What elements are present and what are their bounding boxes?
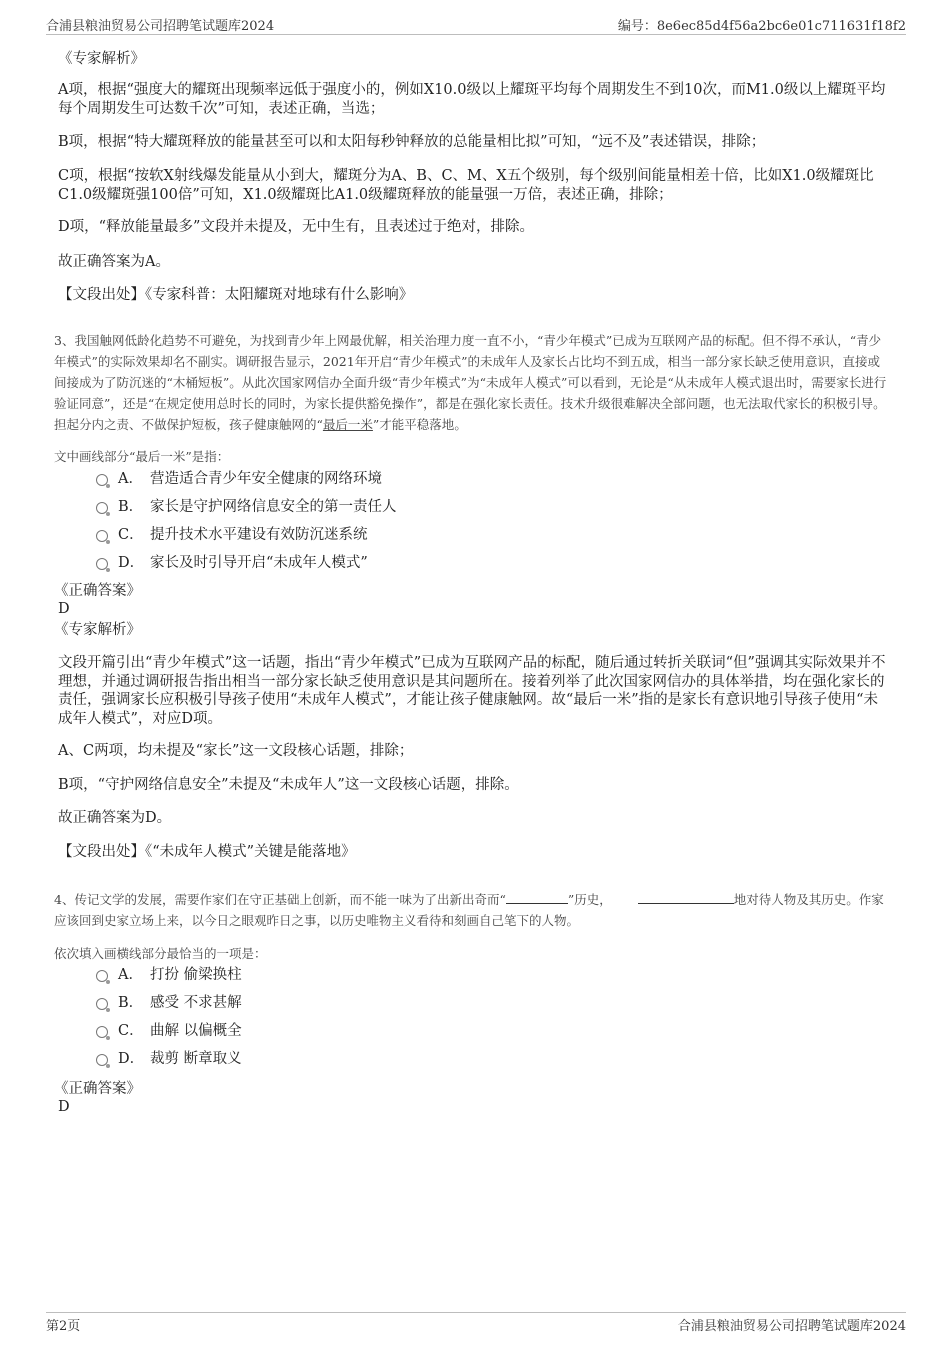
q3-stem-end: ”才能平稳落地。 [372, 416, 467, 432]
analysis-option-c: C项，根据“按软X射线爆发能量从小到大，耀斑分为A、B、C、M、X五个级别，每个级别间能量相差十倍，比如X1.0级耀斑比C1.0级耀斑强100倍”可知，X1.0级耀斑比A1.0级耀斑释放的能量强一万倍，表述正确，排除； [58, 168, 874, 203]
q3-option-c[interactable] [96, 523, 368, 544]
question-4-prompt: 依次填入画横线部分最恰当的一项是： [54, 945, 267, 961]
q4-option-d[interactable] [96, 1047, 242, 1068]
radio-icon[interactable] [96, 558, 108, 570]
option-letter: D． [118, 1051, 145, 1067]
option-letter: D． [118, 555, 145, 571]
page-footer [46, 1312, 906, 1333]
radio-icon[interactable] [96, 1054, 108, 1066]
analysis-option-d: D项，“释放能量最多”文段并未提及，无中生有，且表述过于绝对，排除。 [58, 219, 534, 235]
page-header [46, 14, 906, 35]
q3-stem-text: 3、我国触网低龄化趋势不可避免，为找到青少年上网最优解，相关治理力度一直不小，“青少年模式”已成为互联网产品的标配。但不得不承认，“青少年模式”的实际效果却名不副实。调研报告显示，2021年开启“青少年模式”的未成年人及家长占比均不到五成，相当一部分家长缺乏使用意识，直接或间接成为了防沉迷的“木桶短板”。从此次国家网信办全面升级“青少年模式”为“未成年人模式”可以看到，无论是“从未成年人模式退出时，需要家长进行验证同意”，还是“在规定使用总时长的同时，为家长提供豁免操作”，都是在强化家长责任。技术升级很难解决全部问题，也无法取代家长的积极引导。担起分内之责、不做保护短板，孩子健康触网的“ [54, 332, 887, 432]
q4-blank-1 [506, 891, 568, 904]
q3-conclusion: 故正确答案为D。 [58, 810, 172, 826]
header-title: 合浦县粮油贸易公司招聘笔试题库2024 [46, 19, 275, 34]
q3-option-d[interactable] [96, 551, 368, 572]
analysis-label: 《专家解析》 [58, 51, 145, 67]
analysis-option-a: A项，根据“强度大的耀斑出现频率远低于强度小的，例如X10.0级以上耀斑平均每个周期发生不到10次，而M1.0级以上耀斑平均每个周期发生可达数千次”可知，表述正确，当选； [58, 82, 886, 117]
analysis-option-b: B项，根据“特大耀斑释放的能量甚至可以和太阳每秒钟释放的总能量相比拟”可知，“远不及”表述错误，排除； [58, 134, 766, 150]
q4-answer-label: 《正确答案》 [54, 1081, 141, 1097]
q4-answer: D [58, 1099, 70, 1115]
q4-option-c[interactable] [96, 1019, 242, 1040]
footer-title: 合浦县粮油贸易公司招聘笔试题库2024 [677, 1319, 906, 1334]
option-text: 曲解 以偏概全 [150, 1023, 242, 1039]
question-3-prompt: 文中画线部分“最后一米”是指： [54, 448, 230, 464]
radio-icon[interactable] [96, 1026, 108, 1038]
option-text: 家长是守护网络信息安全的第一责任人 [150, 499, 397, 515]
radio-icon[interactable] [96, 998, 108, 1010]
question-3-stem [54, 330, 888, 435]
radio-icon[interactable] [96, 970, 108, 982]
header-doc-id: 编号：8e6ec85d4f56a2bc6e01c711631f18f2 [617, 19, 906, 34]
q4-stem-part1: 4、传记文学的发展，需要作家们在守正基础上创新，而不能一味为了出新出奇而“ [54, 891, 506, 907]
option-text: 营造适合青少年安全健康的网络环境 [150, 471, 382, 487]
q3-analysis-ac: A、C两项，均未提及“家长”这一文段核心话题，排除； [58, 743, 414, 759]
source-citation: 【文段出处】《专家科普：太阳耀斑对地球有什么影响》 [58, 287, 414, 303]
radio-icon[interactable] [96, 530, 108, 542]
q3-source-citation: 【文段出处】《“未成年人模式”关键是能落地》 [58, 844, 356, 860]
q4-option-a[interactable] [96, 963, 242, 984]
radio-icon[interactable] [96, 502, 108, 514]
q3-analysis-text: 文段开篇引出“青少年模式”这一话题，指出“青少年模式”已成为互联网产品的标配，随后通过转折关联词“但”强调其实际效果并不理想，并通过调研报告指出相当一部分家长缺乏使用意识是其问题所在。接着列举了此次国家网信办的具体举措，均在强化家长的责任，强调家长应积极引导孩子使用“未成年人模式”，才能让孩子健康触网。故“最后一米”指的是家长有意识地引导孩子使用“未成年人模式”，对应D项。 [58, 655, 886, 727]
q3-option-a[interactable] [96, 467, 382, 488]
q4-stem-part2: ”历史， [567, 891, 612, 907]
q3-analysis-b: B项，“守护网络信息安全”未提及“未成年人”这一文段核心话题，排除。 [58, 777, 519, 793]
q4-option-b[interactable] [96, 991, 242, 1012]
page-number: 第2页 [46, 1319, 81, 1334]
option-text: 家长及时引导开启“未成年人模式” [150, 555, 368, 571]
q4-stem-part3: 地对待人物及其历史。作家应该回到史家立场上来，以今日之眼观昨日之事，以历史唯物主义看待和刻画自己笔下的人物。 [54, 891, 884, 928]
q3-answer: D [58, 601, 70, 617]
option-text: 裁剪 断章取义 [150, 1051, 242, 1067]
option-letter: B． [118, 499, 144, 515]
analysis-conclusion: 故正确答案为A。 [58, 254, 170, 270]
q3-option-b[interactable] [96, 495, 397, 516]
q3-analysis-label: 《专家解析》 [54, 622, 141, 638]
option-letter: A． [118, 967, 143, 983]
option-letter: B． [118, 995, 144, 1011]
q3-underlined-phrase: 最后一米 [322, 416, 373, 432]
option-text: 提升技术水平建设有效防沉迷系统 [150, 527, 368, 543]
q4-blank-2 [638, 891, 734, 904]
radio-icon[interactable] [96, 474, 108, 486]
option-letter: C． [118, 527, 144, 543]
q3-answer-label: 《正确答案》 [54, 583, 141, 599]
option-text: 感受 不求甚解 [150, 995, 242, 1011]
option-text: 打扮 偷梁换柱 [150, 967, 242, 983]
question-4-stem [54, 889, 888, 931]
option-letter: A． [118, 471, 143, 487]
option-letter: C． [118, 1023, 144, 1039]
